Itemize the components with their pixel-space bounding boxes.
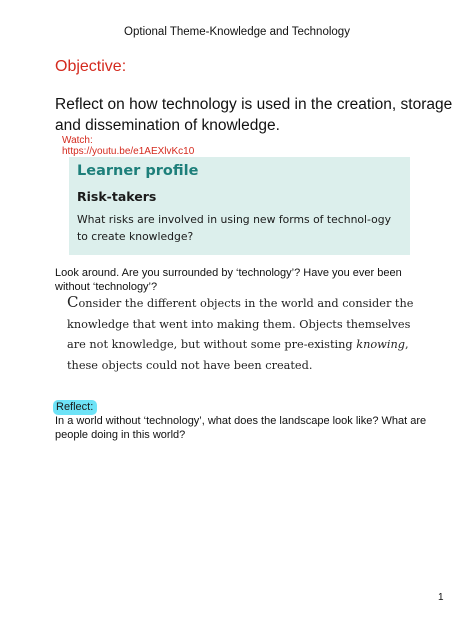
watch-label: Watch:	[62, 135, 93, 146]
video-link[interactable]: https://youtu.be/e1AEXlvKc10	[62, 146, 195, 157]
learner-profile-title: Learner profile	[77, 163, 199, 179]
quote-dropcap: C	[67, 293, 79, 311]
watch-block	[62, 135, 194, 157]
quote-text-after: , these objects could not have been created.	[67, 338, 409, 372]
intro-text: Reflect on how technology is used in the creation, storage and dissemination of knowledge.	[55, 96, 453, 134]
quote-block	[67, 292, 417, 376]
quote-emphasis: knowing	[356, 338, 405, 351]
reflect-label: Reflect:	[53, 400, 97, 415]
page-header: Optional Theme-Knowledge and Technology	[124, 26, 350, 38]
page-number: 1	[438, 592, 444, 603]
quote-text-before: onsider the different objects in the world and consider the knowledge that went into making them. Objects themselves are not knowledge, but without some pre-existing	[67, 297, 414, 351]
learner-profile-box	[69, 157, 410, 255]
reflect-question: In a world without ‘technology’, what does the landscape look like? What are people doing in this world?	[55, 415, 427, 441]
look-around-text: Look around. Are you surrounded by ‘technology’? Have you ever been without ‘technology’?	[55, 267, 402, 293]
risk-takers-heading: Risk-takers	[77, 189, 157, 204]
objective-heading: Objective:	[55, 58, 127, 75]
risk-question: What risks are involved in using new forms of technol-ogy to create knowledge?	[77, 213, 391, 243]
